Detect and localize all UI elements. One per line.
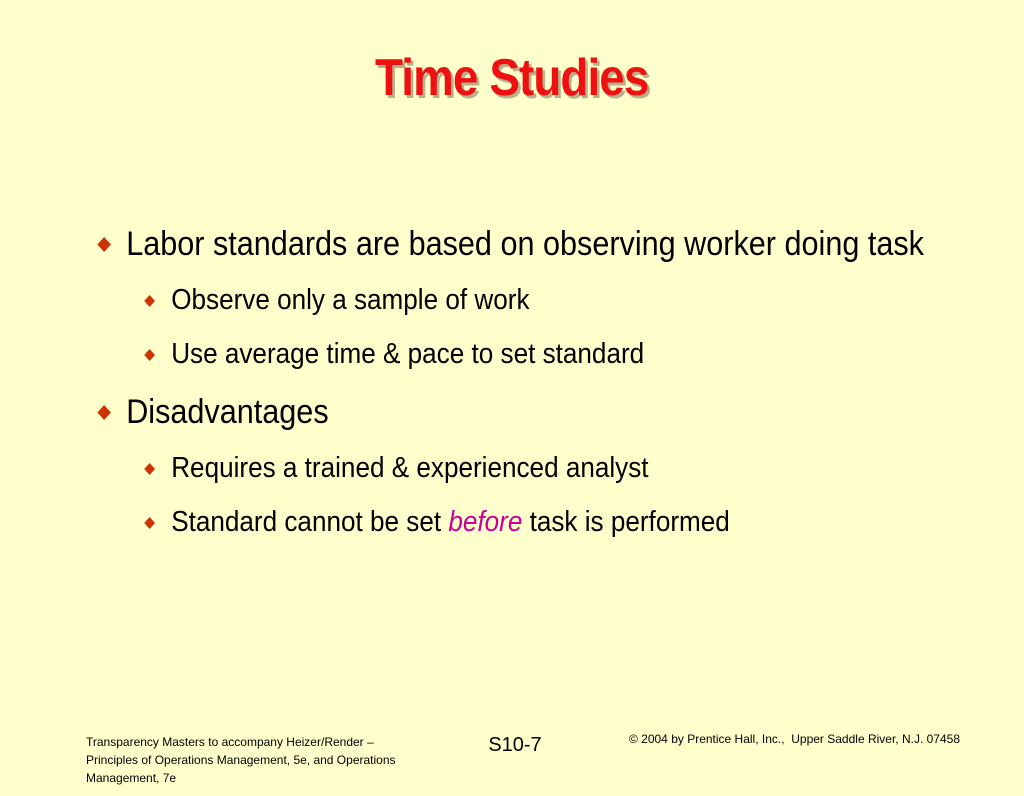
bullet-item (92, 388, 936, 436)
footer-copyright: © 2004 by Prentice Hall, Inc., Upper Saddle River, N.J. 07458 (628, 732, 960, 746)
sub-bullet-item (92, 502, 981, 542)
sub-bullet-item (92, 448, 981, 488)
sub-bullet-text: Observe only a sample of work (171, 284, 530, 316)
emphasized-word: before (448, 506, 523, 538)
sub-bullet-prefix: Standard cannot be set (171, 506, 449, 538)
diamond-icon (97, 237, 111, 252)
sub-bullet-suffix: task is performed (522, 506, 730, 538)
slide-number: S10-7 (488, 734, 542, 756)
bullet-text: Labor standards are based on observing worker doing task (126, 225, 924, 263)
sub-bullet-item (92, 280, 981, 320)
slide-title: Time Studies (375, 49, 649, 107)
footer-credits: Transparency Masters to accompany Heizer/Render – Principles of Operations Management, 5e, and Operations Management, 7e (86, 735, 396, 785)
diamond-icon (144, 349, 155, 361)
sub-bullet-text: Requires a trained & experienced analyst (171, 452, 649, 484)
bullet-text: Disadvantages (126, 393, 329, 431)
diamond-icon (97, 405, 111, 420)
bullet-list (92, 220, 972, 542)
sub-bullet-text: Use average time & pace to set standard (171, 338, 645, 370)
bullet-item (92, 220, 936, 268)
diamond-icon (144, 463, 155, 475)
diamond-icon (144, 295, 155, 307)
diamond-icon (144, 517, 155, 529)
sub-bullet-item (92, 334, 981, 374)
